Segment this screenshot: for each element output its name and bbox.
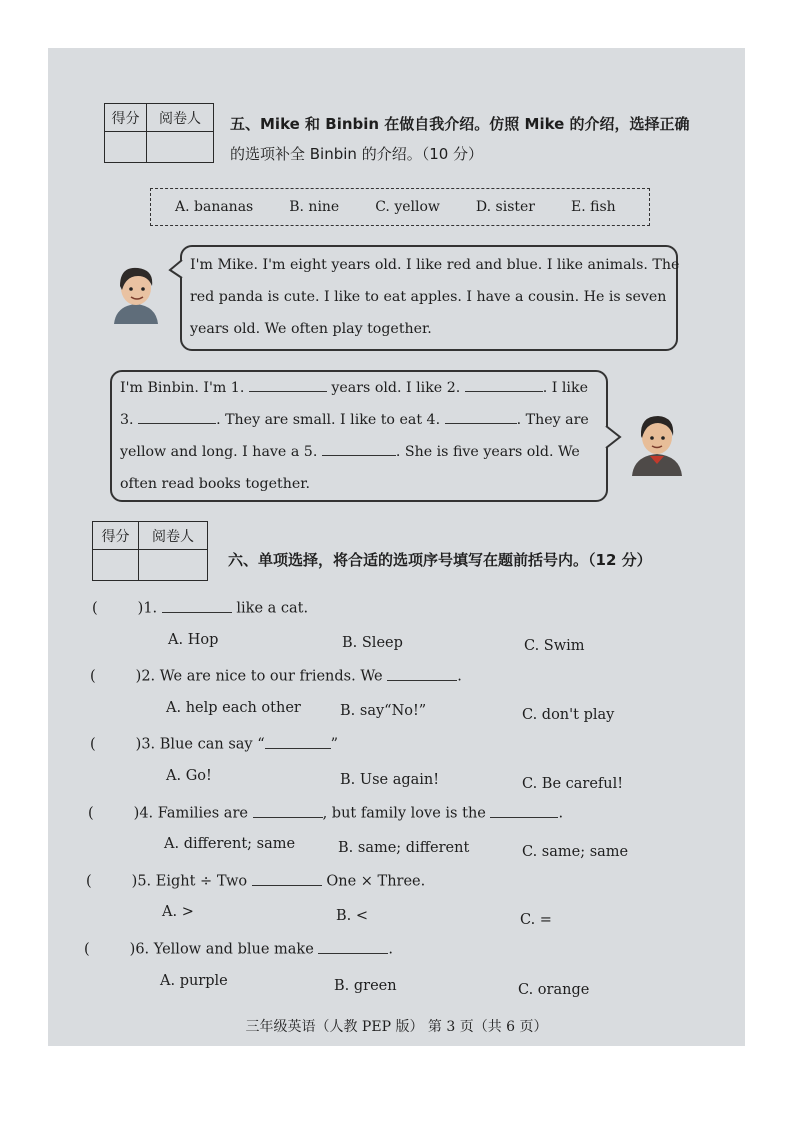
reviewer-cell xyxy=(147,132,213,162)
reviewer-label: 阅卷人 xyxy=(139,522,207,550)
binbin-line-1: I'm Binbin. I'm 1. years old. I like 2. . I like xyxy=(120,372,598,404)
option-e: E. fish xyxy=(570,199,616,215)
bubble-tail-right xyxy=(604,424,622,450)
score-cell xyxy=(105,132,147,162)
binbin-speech-bubble xyxy=(110,370,608,502)
section5-heading-line2: 的选项补全 Binbin 的介绍。（10 分） xyxy=(230,145,484,163)
section6-heading: 六、单项选择，将合适的选项序号填写在题前括号内。（12 分） xyxy=(228,551,652,569)
option-a: A. bananas xyxy=(175,199,254,215)
score-cell xyxy=(93,550,139,580)
option-b: B. nine xyxy=(289,199,340,215)
q3-option-a: A. Go! xyxy=(166,768,212,784)
option-box xyxy=(150,188,650,226)
mike-line-2: red panda is cute. I like to eat apples. I have a cousin. He is seven xyxy=(190,289,667,305)
reviewer-cell xyxy=(139,550,207,580)
blank-3[interactable] xyxy=(138,409,216,424)
q4-option-c: C. same; same xyxy=(522,844,629,860)
q5-option-c: C. = xyxy=(520,912,552,928)
q2-option-b: B. say“No!” xyxy=(340,703,427,719)
answer-bracket: ( xyxy=(92,600,98,617)
blank-2[interactable] xyxy=(465,377,543,392)
score-label: 得分 xyxy=(105,104,147,132)
blank-1[interactable] xyxy=(249,377,327,392)
q3-option-b: B. Use again! xyxy=(340,772,440,788)
q2-option-c: C. don't play xyxy=(522,707,615,723)
score-box xyxy=(104,103,214,163)
q3-option-c: C. Be careful! xyxy=(522,776,624,792)
blank-5[interactable] xyxy=(322,441,396,456)
q1-option-a: A. Hop xyxy=(168,632,219,648)
binbin-line-2: 3. . They are small. I like to eat 4. . They are xyxy=(120,404,598,436)
q5-option-a: A. > xyxy=(162,904,194,920)
option-d: D. sister xyxy=(475,199,535,215)
page-footer: 三年级英语（人教 PEP 版） 第 3 页（共 6 页） xyxy=(245,1019,548,1035)
option-c: C. yellow xyxy=(375,199,440,215)
mike-line-1: I'm Mike. I'm eight years old. I like red and blue. I like animals. The xyxy=(190,257,680,273)
q6-option-a: A. purple xyxy=(160,973,228,989)
blank-4[interactable] xyxy=(445,409,517,424)
q6-option-b: B. green xyxy=(334,978,397,994)
bubble-tail xyxy=(168,258,184,280)
q1-option-b: B. Sleep xyxy=(342,635,403,651)
boy-binbin-icon xyxy=(630,410,684,476)
binbin-line-3: yellow and long. I have a 5. . She is five years old. We xyxy=(120,436,598,468)
reviewer-label: 阅卷人 xyxy=(147,104,213,132)
q5-option-b: B. < xyxy=(336,908,369,924)
score-box-2 xyxy=(92,521,208,581)
mike-line-3: years old. We often play together. xyxy=(190,321,432,337)
boy-mike-icon xyxy=(110,262,162,324)
q1-option-c: C. Swim xyxy=(524,638,585,654)
q6-option-c: C. orange xyxy=(518,982,590,998)
q4-option-b: B. same; different xyxy=(338,840,470,856)
binbin-line-4: often read books together. xyxy=(120,476,311,492)
q2-option-a: A. help each other xyxy=(166,700,301,716)
section5-heading-line1: 五、Mike 和 Binbin 在做自我介绍。仿照 Mike 的介绍，选择正确 xyxy=(230,115,690,133)
score-label: 得分 xyxy=(93,522,139,550)
mike-speech-bubble xyxy=(180,245,678,351)
q4-option-a: A. different; same xyxy=(164,836,296,852)
